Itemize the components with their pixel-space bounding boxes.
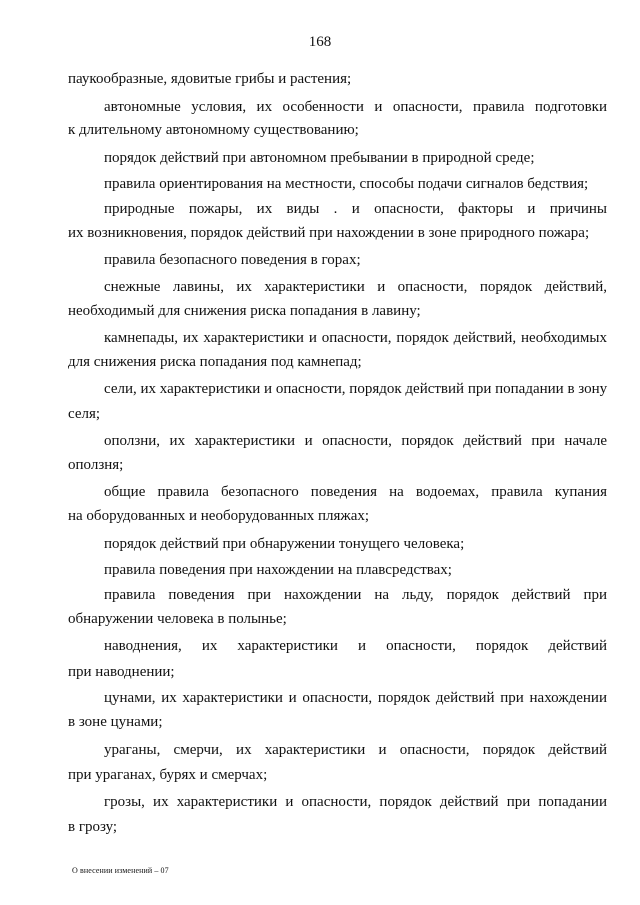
paragraph-line: порядок действий при автономном пребывании в природной среде;	[104, 150, 535, 166]
paragraph-line: природные пожары, их виды . и опасности, факторы и причины	[104, 201, 607, 217]
paragraph-line: правила ориентирования на местности, способы подачи сигналов бедствия;	[104, 176, 589, 192]
paragraph-line: камнепады, их характеристики и опасности, порядок действий, необходимых	[104, 330, 607, 346]
paragraph-line: при наводнении;	[68, 664, 175, 680]
paragraph-line: селя;	[68, 406, 101, 422]
paragraph-line: порядок действий при обнаружении тонущего человека;	[104, 536, 465, 552]
paragraph-line: правила поведения при нахождении на льду, порядок действий при	[104, 587, 607, 603]
paragraph-line: наводнения, их характеристики и опасности, порядок действий	[104, 638, 607, 654]
paragraph-line: для снижения риска попадания под камнепад;	[68, 354, 362, 370]
paragraph-line: правила безопасного поведения в горах;	[104, 252, 361, 268]
paragraph-line: сели, их характеристики и опасности, порядок действий при попадании в зону	[104, 381, 608, 397]
paragraph-line: цунами, их характеристики и опасности, порядок действий при нахождении	[104, 690, 607, 706]
paragraph-line: грозы, их характеристики и опасности, порядок действий при попадании	[104, 794, 607, 810]
page-number: 168	[308, 34, 332, 50]
paragraph-line: правила поведения при нахождении на плавсредствах;	[104, 562, 452, 578]
paragraph-line: автономные условия, их особенности и опасности, правила подготовки	[104, 99, 607, 115]
paragraph-line: необходимый для снижения риска попадания в лавину;	[68, 303, 421, 319]
paragraph-line: снежные лавины, их характеристики и опасности, порядок действий,	[104, 279, 607, 295]
paragraph-line: оползня;	[68, 457, 124, 473]
paragraph-line: к длительному автономному существованию;	[68, 122, 359, 138]
paragraph-line: общие правила безопасного поведения на водоемах, правила купания	[104, 484, 607, 500]
paragraph-line: оползни, их характеристики и опасности, порядок действий при начале	[104, 433, 607, 449]
paragraph-line: при ураганах, бурях и смерчах;	[68, 767, 268, 783]
footer-note: О внесении изменений – 07	[72, 866, 169, 875]
paragraph-line: в зоне цунами;	[68, 714, 163, 730]
paragraph-line: ураганы, смерчи, их характеристики и опасности, порядок действий	[104, 742, 607, 758]
paragraph-line: на оборудованных и необорудованных пляжах;	[68, 508, 370, 524]
paragraph-line: обнаружении человека в полынье;	[68, 611, 287, 627]
paragraph-line: их возникновения, порядок действий при нахождении в зоне природного пожара;	[68, 225, 590, 241]
paragraph-line: в грозу;	[68, 819, 118, 835]
paragraph-line: паукообразные, ядовитые грибы и растения;	[68, 71, 352, 87]
